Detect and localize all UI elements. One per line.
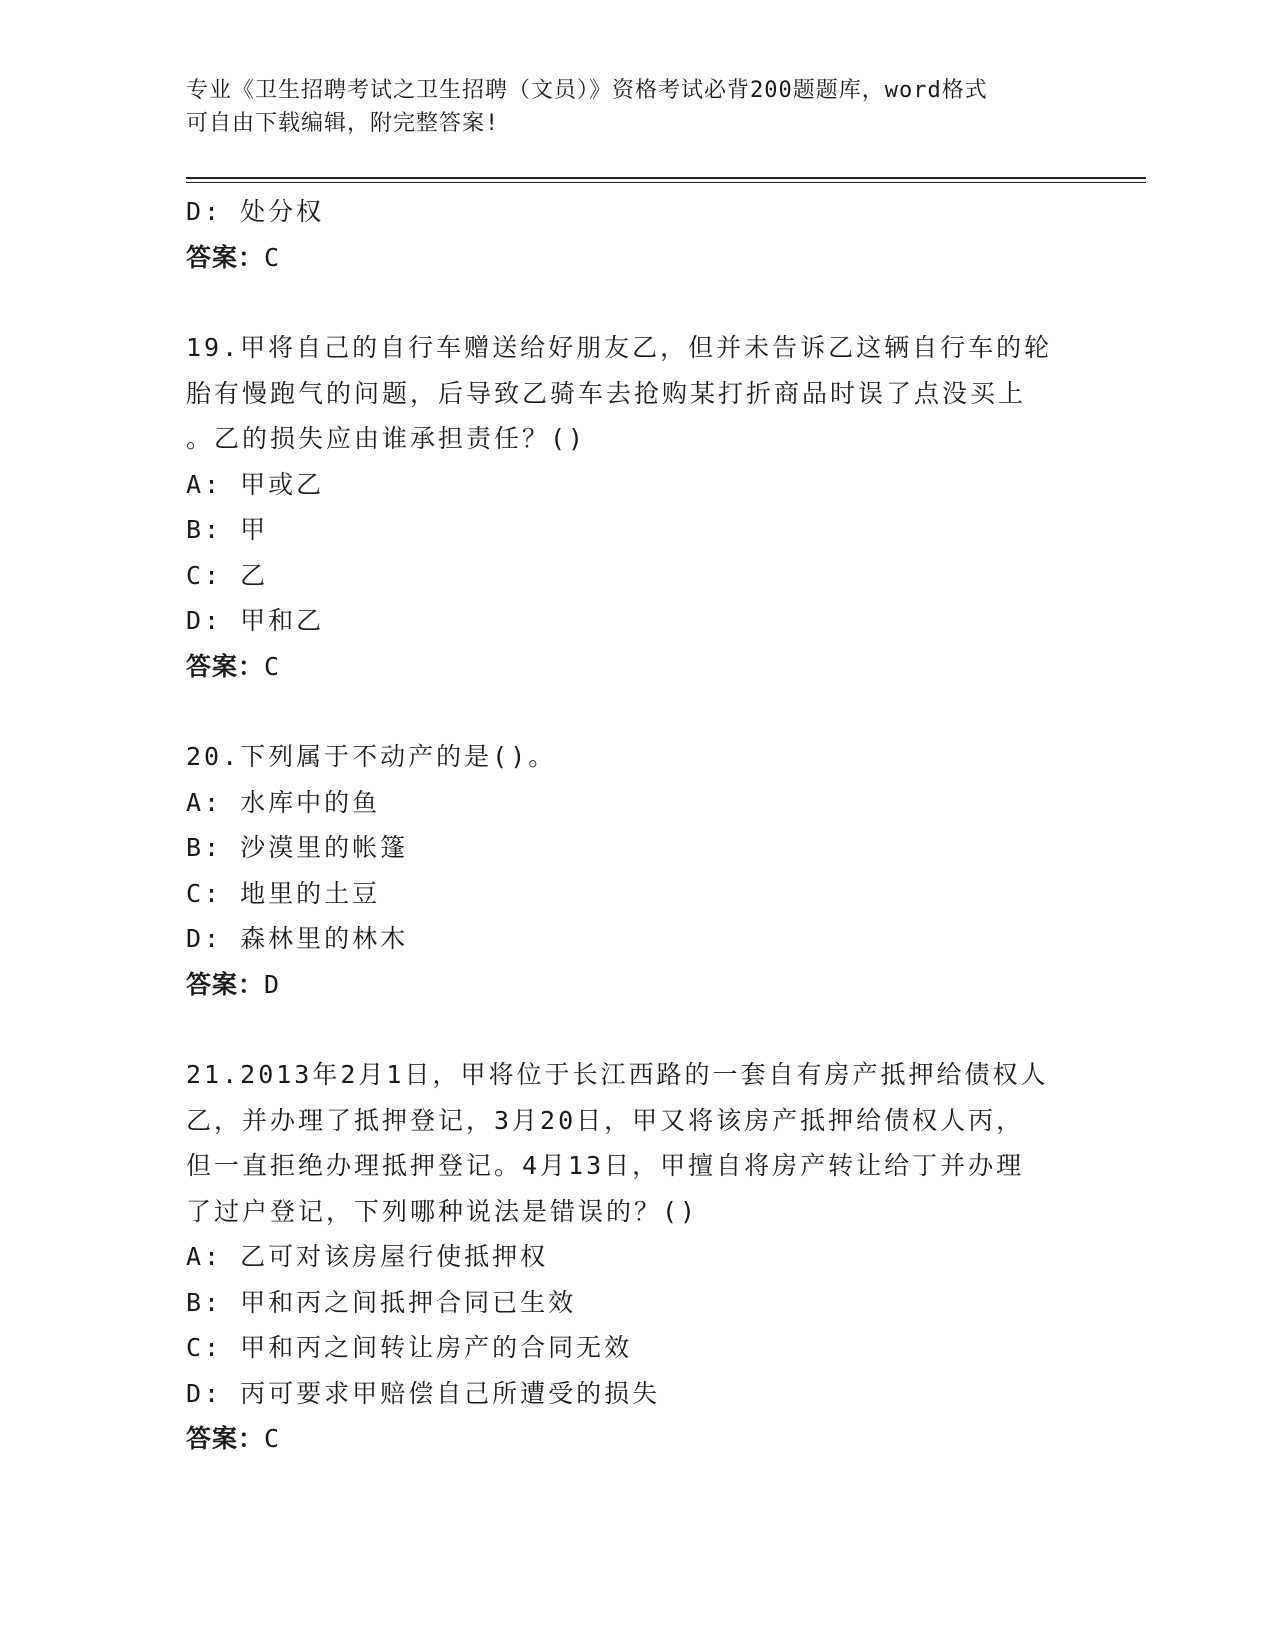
header-divider-thick xyxy=(186,177,1146,179)
question-21 xyxy=(186,1052,1086,1462)
option-d: D: 森林里的林木 xyxy=(186,924,409,953)
question-stem-line: 了过户登记，下列哪种说法是错误的？() xyxy=(186,1196,699,1226)
question-stem-line: 但一直拒绝办理抵押登记。4月13日，甲擅自将房产转让给丁并办理 xyxy=(186,1151,1025,1180)
option-b: B: 甲和丙之间抵押合同已生效 xyxy=(186,1287,577,1317)
option-a: A: 甲或乙 xyxy=(186,469,325,499)
option-b: B: 甲 xyxy=(186,515,269,544)
question-stem-line: 21.2013年2月1日，甲将位于长江西路的一套自有房产抵押给债权人 xyxy=(186,1060,1049,1089)
answer-value: C xyxy=(264,651,281,681)
answer-value: D xyxy=(264,969,281,999)
question-stem-line: 19.甲将自己的自行车赠送给好朋友乙，但并未告诉乙这辆自行车的轮 xyxy=(186,333,1053,362)
spacer xyxy=(186,689,1086,734)
question-19 xyxy=(186,325,1086,689)
option-c: C: 地里的土豆 xyxy=(186,878,381,908)
answer-label: 答案： xyxy=(186,651,265,681)
question-stem-line: 胎有慢跑气的问题，后导致乙骑车去抢购某打折商品时误了点没买上 xyxy=(186,378,1027,408)
question-20 xyxy=(186,734,1086,1007)
question-stem-line: 20.下列属于不动产的是()。 xyxy=(186,742,557,771)
option-b: B: 沙漠里的帐篷 xyxy=(186,833,409,862)
answer-label: 答案： xyxy=(186,1424,265,1453)
option-a: A: 水库中的鱼 xyxy=(186,787,381,817)
answer-label: 答案： xyxy=(186,242,265,272)
spacer xyxy=(186,1007,1086,1052)
option-d: D: 丙可要求甲赔偿自己所遭受的损失 xyxy=(186,1378,661,1408)
carryover-answer xyxy=(186,235,1086,281)
spacer xyxy=(186,280,1086,325)
question-answer xyxy=(186,1416,1086,1462)
question-answer xyxy=(186,962,1086,1008)
header-divider-thin xyxy=(186,182,1146,183)
option-c: C: 甲和丙之间转让房产的合同无效 xyxy=(186,1333,633,1362)
question-list xyxy=(186,189,1086,1462)
header-line-2: 可自由下载编辑，附完整答案! xyxy=(186,111,500,136)
question-answer xyxy=(186,644,1086,690)
question-stem-line: 乙，并办理了抵押登记，3月20日，甲又将该房产抵押给债权人丙， xyxy=(186,1105,1025,1135)
carryover-option-d: D: 处分权 xyxy=(186,197,325,226)
question-stem-line: 。乙的损失应由谁承担责任？() xyxy=(186,424,587,453)
answer-value: C xyxy=(264,242,281,272)
answer-value: C xyxy=(264,1424,281,1453)
header-line-1: 专业《卫生招聘考试之卫生招聘（文员）》资格考试必背200题题库，word格式 xyxy=(186,78,988,103)
answer-label: 答案： xyxy=(186,969,265,999)
document-header xyxy=(186,74,1066,140)
option-d: D: 甲和乙 xyxy=(186,606,325,635)
option-c: C: 乙 xyxy=(186,560,269,590)
option-a: A: 乙可对该房屋行使抵押权 xyxy=(186,1242,549,1271)
